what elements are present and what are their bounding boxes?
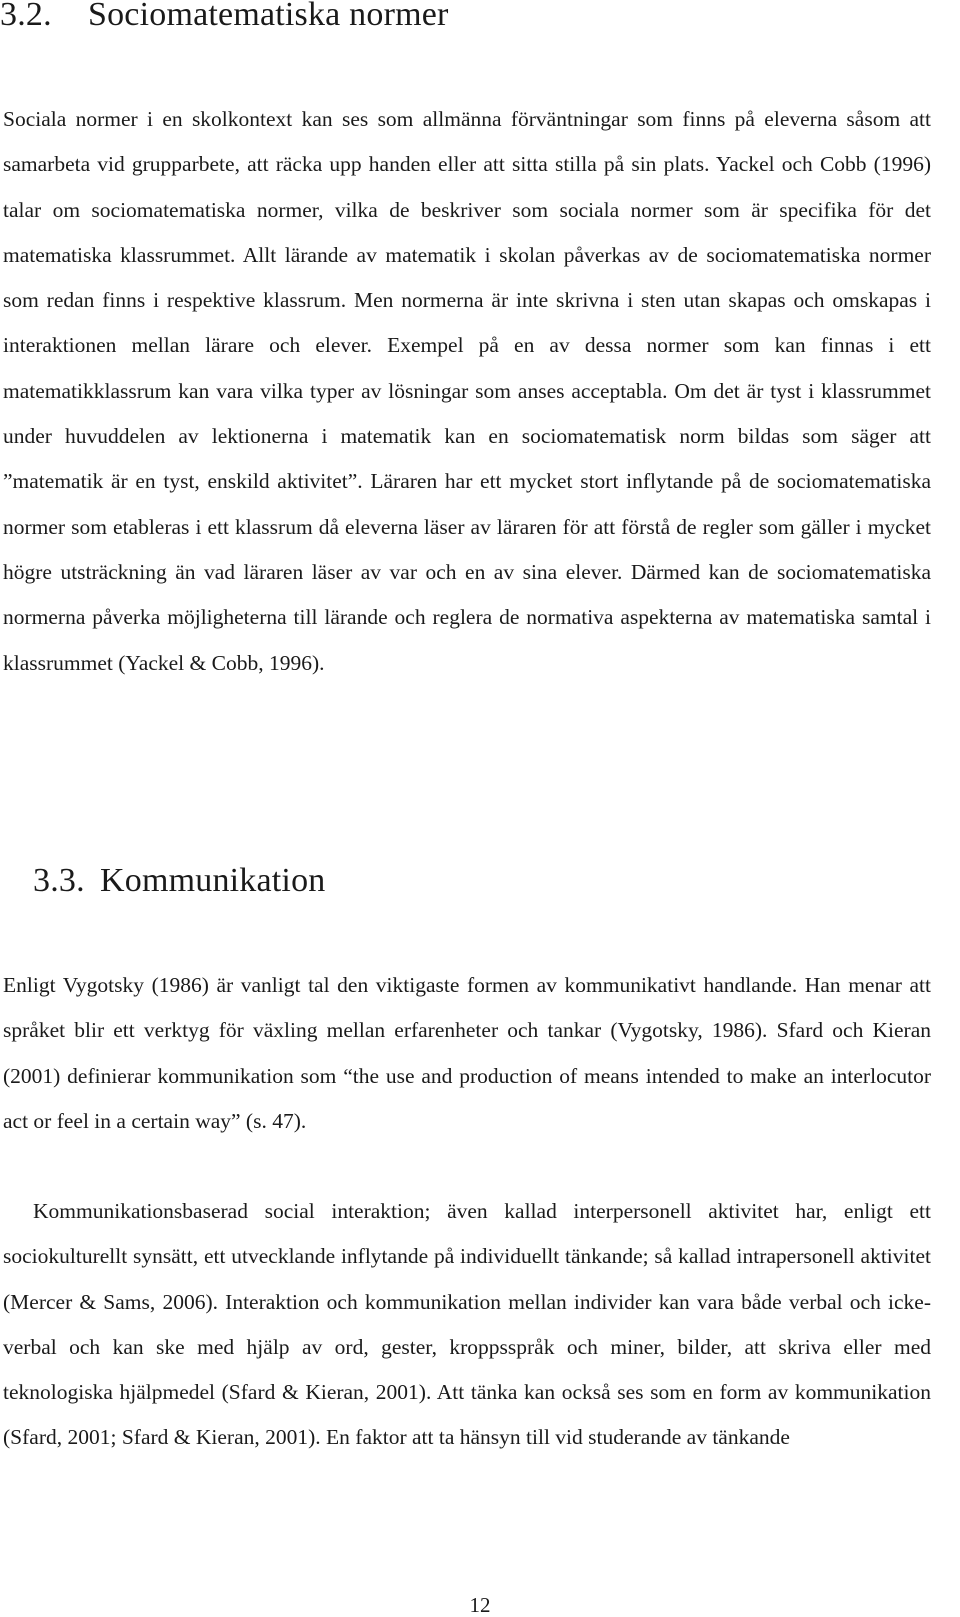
section-heading-sociomatematiska-normer <box>0 0 449 35</box>
body-paragraph: Enligt Vygotsky (1986) är vanligt tal den viktigaste formen av kommunikativt handlande. Han menar att språket blir ett verktyg för växling mellan erfarenheter och tankar (Vygotsky, 1986). Sfard och Kieran (2001) definierar kommunikation som “the use and production of means intended to make an interlocutor act or feel in a certain way” (s. 47). <box>3 973 931 1133</box>
section-title: Kommunikation <box>100 862 326 899</box>
section-title: Sociomatematiska normer <box>88 0 449 33</box>
body-paragraph: Sociala normer i en skolkontext kan ses som allmänna förväntningar som finns på eleverna såsom att samarbeta vid grupparbete, att räcka upp handen eller att sitta stilla på sin plats. Yackel och Cobb (1996) talar om sociomatematiska normer, vilka de beskriver som sociala normer som är specifika för det matematiska klassrummet. Allt lärande av matematik i skolan påverkas av de sociomatematiska normer som redan finns i respektive klassrum. Men normerna är inte skrivna i sten utan skapas och omskapas i interaktionen mellan lärare och elever. Exempel på en av dessa normer som kan finnas i ett matematikklassrum kan vara vilka typer av lösningar som anses acceptabla. Om det är tyst i klassrummet under huvuddelen av lektionerna i matematik kan en sociomatematisk norm bildas som säger att ”matematik är en tyst, enskild aktivitet”. Läraren har ett mycket stort inflytande på de sociomatematiska normer som etableras i ett klassrum då eleverna läser av läraren för att förstå de regler som gäller i mycket högre utsträckning än vad läraren läser av var och en av sina elever. Därmed kan de sociomatematiska normerna påverka möjligheterna till lärande och reglera de normativa aspekterna av matematiska samtal i klassrummet (Yackel & Cobb, 1996). <box>3 107 931 675</box>
page-number: 12 <box>469 1593 491 1617</box>
body-paragraph-indented: Kommunikationsbaserad social interaktion; även kallad interpersonell aktivitet har, enligt ett sociokulturellt synsätt, ett utvecklande inflytande på individuellt tänkande; så kallad intrapersonell aktivitet (Mercer & Sams, 2006). Interaktion och kommunikation mellan individer kan vara både verbal och icke-verbal och kan ske med hjälp av ord, gester, kroppsspråk och miner, bilder, att skriva eller med teknologiska hjälpmedel (Sfard & Kieran, 2001). Att tänka kan också ses som en form av kommunikation (Sfard, 2001; Sfard & Kieran, 2001). En faktor att ta hänsyn till vid studerande av tänkande <box>3 1199 931 1450</box>
section-heading-kommunikation <box>33 861 325 901</box>
section-number: 3.3. <box>33 862 85 899</box>
section-number: 3.2. <box>0 0 52 33</box>
